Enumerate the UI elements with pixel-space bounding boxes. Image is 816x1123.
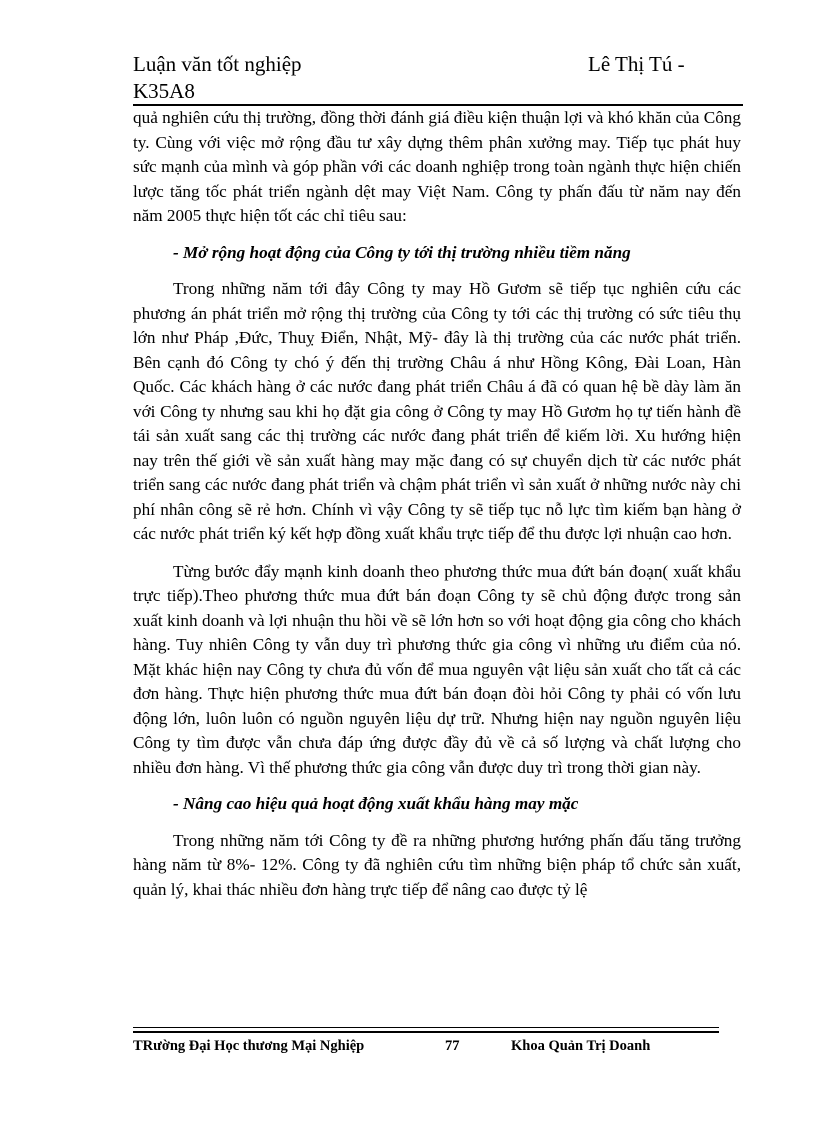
- paragraph-gap: [133, 547, 741, 560]
- page-number: 77: [445, 1038, 460, 1054]
- document-body: [133, 106, 741, 902]
- market-paragraph: Trong những năm tới đây Công ty may Hồ Gươm sẽ tiếp tục nghiên cứu các phương án phát triển mở rộng thị trường của Công ty tới các thị trường có sức tiêu thụ lớn như Pháp ,Đức, Thuỵ Điển, Nhật, Mỹ- đây là thị trường của các nước phát triển. Bên cạnh đó Công ty chó ý đến thị trường Châu á như Hồng Kông, Đài Loan, Hàn Quốc. Các khách hàng ở các nước đang phát triển Châu á đã có quan hệ bề dày làm ăn với Công ty nhưng sau khi họ đặt gia công ở Công ty may Hồ Gươm họ tự tiến hành đề tái sản xuất sang các thị trường các nước đang phát triển để kiếm lời. Xu hướng hiện nay trên thế giới về sản xuất hàng may mặc đang có sự chuyển dịch từ các nước phát triển sang các nước đang phát triển và chậm phát triển vì sản xuất ở những nước này chi phí nhân công sẽ rẻ hơn. Chính vì vậy Công ty sẽ tiếp tục nỗ lực tìm kiếm bạn hàng ở các nước phát triển ký kết hợp đồng xuất khẩu trực tiếp để thu được lợi nhuận cao hơn.: [133, 279, 741, 543]
- efficiency-paragraph: Trong những năm tới Công ty đề ra những phương hướng phấn đấu tăng trưởng hàng năm từ 8%- 12%. Công ty đã nghiên cứu tìm những biện pháp tổ chức sản xuất, quản lý, khai thác nhiều đơn hàng trực tiếp để nâng cao được tỷ lệ: [133, 830, 741, 899]
- page-header: [133, 52, 743, 102]
- intro-paragraph: quả nghiên cứu thị trường, đồng thời đánh giá điều kiện thuận lợi và khó khăn của Công ty. Cùng với việc mở rộng đầu tư xây dựng thêm phân xưởng may. Tiếp tục phát huy sức mạnh của mình và góp phần với các doanh nghiệp trong toàn ngành thực hiện chiến lược tăng tốc phát triển ngành dệt may Việt Nam. Công ty phấn đấu từ năm nay đến năm 2005 thực hiện tốt các chỉ tiêu sau:: [133, 108, 741, 225]
- section-heading-market: - Mở rộng hoạt động của Công ty tới thị trường nhiều tiềm năng: [173, 242, 631, 262]
- thesis-label: Luận văn tốt nghiệp: [133, 52, 302, 76]
- section-heading-efficiency: - Nâng cao hiệu quả hoạt động xuất khẩu hàng may mặc: [173, 794, 579, 813]
- footer-rule-thick: [133, 1031, 719, 1033]
- footer-rule-thin: [133, 1027, 719, 1028]
- class-code: K35A8: [133, 79, 195, 103]
- direct-export-paragraph: Từng bước đẩy mạnh kinh doanh theo phương thức mua đứt bán đoạn( xuất khẩu trực tiếp).Theo phương thức mua đứt bán đoạn Công ty sẽ chủ động được trong sản xuất kinh doanh và lợi nhuận thu hồi về sẽ lớn hơn so với hoạt động gia công cho khách hàng. Tuy nhiên Công ty vẫn duy trì phương thức gia công vì những ưu điểm của nó. Mặt khác hiện nay Công ty chưa đủ vốn để mua nguyên vật liệu sản xuất cho tất cả các đơn hàng. Thực hiện phương thức mua đứt bán đoạn đòi hỏi Công ty phải có vốn lưu động lớn, luôn luôn có nguồn nguyên liệu dự trữ. Nhưng hiện nay nguồn nguyên liệu Công ty tìm được vẫn chưa đáp ứng được đầy đủ về cả số lượng và chất lượng cho nhiều đơn hàng. Vì thế phương thức gia công vẫn được duy trì trong thời gian này.: [133, 561, 741, 777]
- faculty-name: Khoa Quản Trị Doanh: [511, 1038, 651, 1054]
- school-name: TRường Đại Học thương Mại Nghiệp: [133, 1038, 365, 1054]
- author-name: Lê Thị Tú -: [588, 52, 685, 76]
